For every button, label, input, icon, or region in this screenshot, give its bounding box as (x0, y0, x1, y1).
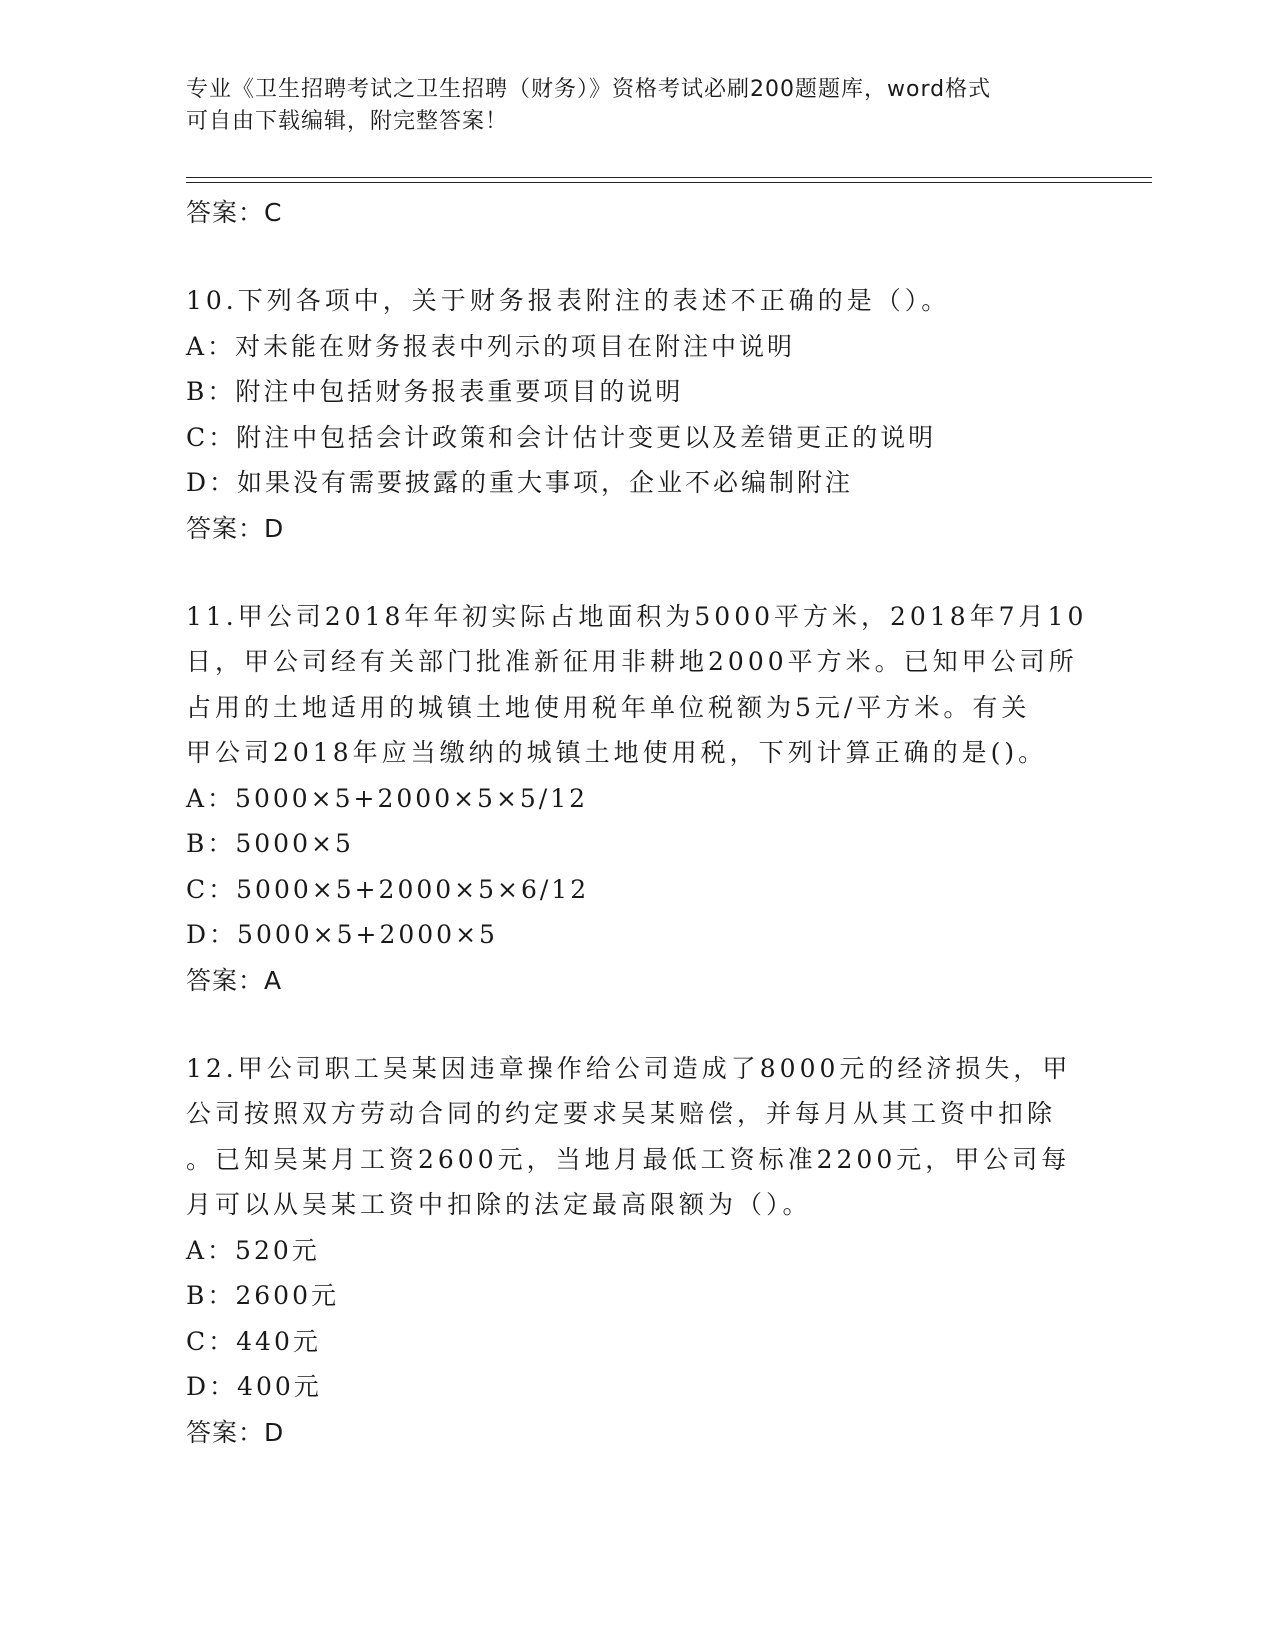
question-line: 公司按照双方劳动合同的约定要求吴某赔偿，并每月从其工资中扣除 (186, 1099, 1057, 1128)
spacer (186, 1004, 1086, 1046)
option-a: A：5000×5+2000×5×5/12 (186, 783, 589, 813)
option-b: B：附注中包括财务报表重要项目的说明 (186, 377, 684, 406)
header-divider-top (186, 177, 1152, 178)
header-divider-bottom (186, 182, 1152, 183)
question-line: 占用的土地适用的城镇土地使用税年单位税额为5元/平方米。有关 (186, 692, 1031, 722)
question-line: 月可以从吴某工资中扣除的法定最高限额为（）。 (186, 1190, 812, 1219)
option-c: C：5000×5+2000×5×6/12 (186, 874, 590, 904)
answer: 答案：D (186, 1417, 285, 1447)
question-line: 11.甲公司2018年年初实际占地面积为5000平方米，2018年7月10 (186, 601, 1088, 631)
option-b: B：2600元 (186, 1281, 339, 1310)
question-text (186, 1046, 1086, 1228)
question-11 (186, 594, 1086, 1004)
header-line-1: 专业《卫生招聘考试之卫生招聘（财务）》资格考试必刷200题题库，word格式 (186, 77, 992, 102)
option-a: A：对未能在财务报表中列示的项目在附注中说明 (186, 331, 796, 361)
question-text (186, 278, 1086, 324)
document-header (186, 74, 1066, 138)
spacer (186, 236, 1086, 278)
answer: 答案：A (186, 965, 283, 995)
question-text (186, 594, 1086, 776)
option-c: C：附注中包括会计政策和会计估计变更以及差错更正的说明 (186, 422, 937, 452)
option-a: A：520元 (186, 1235, 320, 1265)
spacer (186, 552, 1086, 594)
question-line: 12.甲公司职工吴某因违章操作给公司造成了8000元的经济损失，甲 (186, 1053, 1072, 1083)
question-line: 10.下列各项中，关于财务报表附注的表述不正确的是（）。 (186, 286, 951, 315)
question-line: 。已知吴某月工资2600元，当地月最低工资标准2200元，甲公司每 (186, 1144, 1071, 1174)
option-d: D：400元 (186, 1372, 322, 1401)
question-line: 甲公司2018年应当缴纳的城镇土地使用税，下列计算正确的是()。 (186, 738, 1048, 767)
header-line-2: 可自由下载编辑，附完整答案！ (186, 109, 509, 134)
option-c: C：440元 (186, 1326, 321, 1356)
question-list (186, 190, 1086, 1456)
question-12 (186, 1046, 1086, 1456)
answer: 答案：D (186, 513, 285, 543)
question-10 (186, 278, 1086, 552)
question-line: 日，甲公司经有关部门批准新征用非耕地2000平方米。已知甲公司所 (186, 647, 1078, 676)
option-b: B：5000×5 (186, 829, 354, 858)
previous-answer: 答案：C (186, 198, 283, 227)
option-d: D：如果没有需要披露的重大事项，企业不必编制附注 (186, 468, 854, 497)
option-d: D：5000×5+2000×5 (186, 920, 498, 949)
